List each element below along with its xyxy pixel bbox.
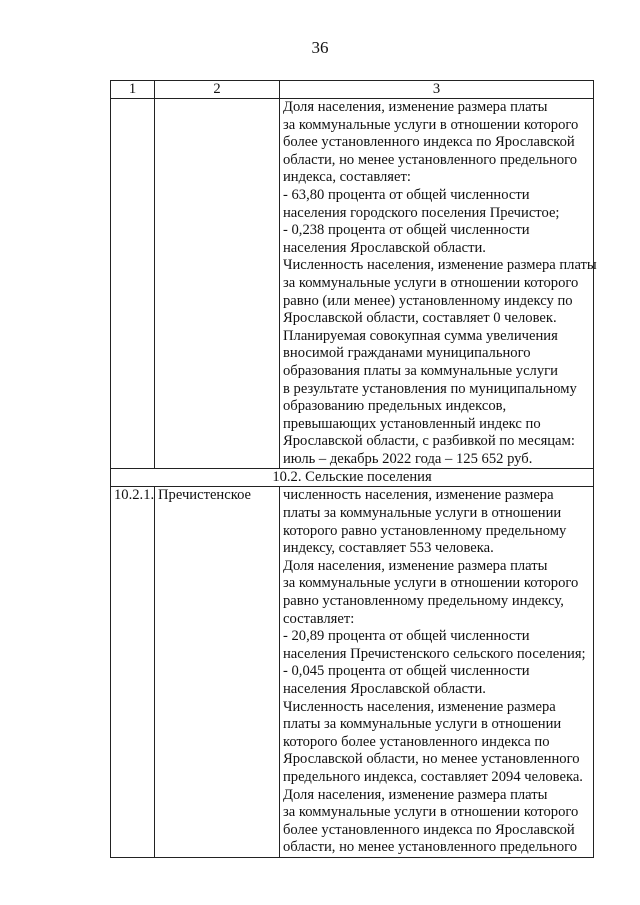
table-row [111,99,594,469]
text-line: предельного индекса, составляет 2094 человека. [283,768,583,785]
row-name-cell: Пречистенское [155,487,280,857]
text-line: Доля населения, изменение размера платы [283,557,548,574]
text-line: за коммунальные услуги в отношении которого [283,116,579,133]
text-line: - 63,80 процента от общей численности [283,186,530,203]
text-line: области, но менее установленного предельного [283,839,578,856]
text-line: за коммунальные услуги в отношении которого [283,575,579,592]
text-line: населения городского поселения Пречистое; [283,204,560,221]
text-line: Ярославской области, с разбивкой по месяцам: [283,433,575,450]
text-line: населения Пречистенского сельского поселения; [283,645,586,662]
text-line: - 20,89 процента от общей численности [283,628,530,645]
text-line: индексу, составляет 553 человека. [283,540,494,557]
text-line: которого более установленного индекса по [283,733,550,750]
section-title: 10.2. Сельские поселения [111,469,594,487]
text-line: Численность населения, изменение размера [283,698,556,715]
text-line: платы за коммунальные услуги в отношении [283,716,562,733]
text-line: вносимой гражданами муниципального [283,345,531,362]
column-header-1: 1 [111,81,155,99]
text-line: Доля населения, изменение размера платы [283,786,548,803]
column-header-3: 3 [280,81,594,99]
text-line: составляет: [283,610,355,627]
text-line: равно (или менее) установленному индексу по [283,292,573,309]
text-line: численность населения, изменение размера [283,487,554,504]
page-number: 36 [311,38,329,57]
text-line: за коммунальные услуги в отношении которого [283,274,579,291]
text-line: индекса, составляет: [283,169,411,186]
row-description-cell [280,99,597,469]
row-number-cell [111,99,155,469]
table-header-row [111,81,594,99]
text-line: платы за коммунальные услуги в отношении [283,505,562,522]
text-line: Ярославской области, но менее установленного [283,751,580,768]
text-line: которого равно установленному предельному [283,522,567,539]
text-line: Доля населения, изменение размера платы [283,99,548,115]
row-number-cell: 10.2.1. [111,487,155,857]
text-line: более установленного индекса по Ярославской [283,821,575,838]
text-line: равно установленному предельному индексу, [283,593,564,610]
text-line: - 0,045 процента от общей численности [283,663,530,680]
text-line: населения Ярославской области. [283,239,486,256]
table-row [111,487,594,857]
document-table [110,80,597,858]
text-line: за коммунальные услуги в отношении которого [283,804,579,821]
text-line: Планируемая совокупная сумма увеличения [283,327,558,344]
text-line: образованию предельных индексов, [283,398,507,415]
text-line: области, но менее установленного предельного [283,151,578,168]
text-line: населения Ярославской области. [283,681,486,697]
text-line: превышающих установленный индекс по [283,415,541,432]
text-line: июль – декабрь 2022 года – 125 652 руб. [283,450,533,467]
row-name-cell [155,99,280,469]
text-line: Численность населения, изменение размера платы [283,257,597,274]
text-line: Ярославской области, составляет 0 человек. [283,310,557,327]
text-line: образования платы за коммунальные услуги [283,362,558,379]
column-header-2: 2 [155,81,280,99]
text-line: - 0,238 процента от общей численности [283,222,530,239]
section-row [111,469,594,487]
text-line: в результате установления по муниципальному [283,380,577,397]
text-line: более установленного индекса по Ярославской [283,134,575,151]
row-description-cell [280,487,594,857]
